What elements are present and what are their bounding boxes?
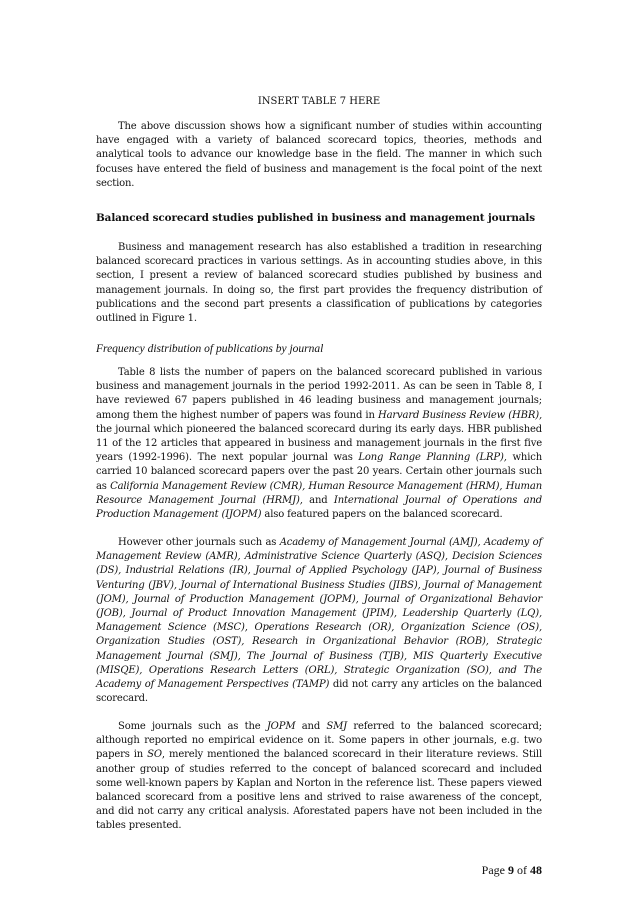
paragraph-4-text-2: did not carry any articles on the balanced scorecard. bbox=[96, 679, 542, 705]
paragraph-3-italic-2: Long Range Planning (LRP), bbox=[358, 452, 507, 464]
footer-page-word: Page bbox=[481, 863, 505, 877]
paragraph-3 bbox=[96, 366, 542, 522]
paragraph-2: Business and management research has also established a tradition in researching balanced scorecard practices in various settings. As in accounting studies above, in this section, I present a review of balanced scorecard studies published by business and management journals. In doing so, the first part provides the frequency distribution of publications and the second part presents a classification of publications by categories outlined in Figure 1. bbox=[96, 242, 542, 325]
paragraph-3-italic-1: Harvard Business Review (HBR), bbox=[378, 409, 542, 421]
insert-table-note: INSERT TABLE 7 HERE bbox=[257, 96, 381, 107]
paragraph-4-italic-1: Academy of Management Journal (AMJ), Academy of Management Review (AMR), Administrative Science Quarterly (ASQ), Decision Sciences (DS), Industrial Relations (IR), Journal of Applied Psychology (JAP), Journal of Business Venturing (JBV), Journal of International Business Studies (JIBS), Journal of Management (JOM), Journal of Production Management (JOPM), Journal of Organizational Behavior (JOB), Journal of Product Innovation Management (JPIM), Leadership Quarterly (LQ), Management Science (MSC), Operations Research (OR), Organization Science (OS), Organization Studies (OST), Research in Organizational Behavior (ROB), Strategic Management Journal (SMJ), The Journal of Business (TJB), MIS Quarterly Executive (MISQE), Operations Research Letters (ORL), Strategic Organization (SO), and The Academy of Management Perspectives (TAMP) bbox=[96, 537, 542, 691]
footer-page-number: 9 bbox=[508, 863, 514, 877]
paragraph-3-text-5: also featured papers on the balanced scorecard. bbox=[261, 509, 503, 521]
paragraph-4-text-1: However other journals such as bbox=[118, 537, 280, 548]
footer-of-word: of bbox=[517, 863, 527, 877]
paragraph-5-text-3: referred to the balanced scorecard; although reported no empirical evidence on it. Some papers in other journals, e.g. two papers in bbox=[96, 721, 542, 761]
paragraph-5-italic-3: SO bbox=[147, 749, 162, 761]
paragraph-3-text-2: the journal which pioneered the balanced scorecard during its early days. HBR published 11 of the 12 articles that appeared in business and management journals in the first five years (1992-1996). The next popular journal was bbox=[96, 423, 542, 464]
paragraph-5-text-2: and bbox=[295, 721, 327, 732]
section-heading: Balanced scorecard studies published in business and management journals bbox=[96, 212, 536, 224]
page-footer bbox=[482, 863, 542, 877]
paragraph-3-italic-3: California Management Review (CMR), Human Resource Management (HRM), Human Resource Management Journal (HRMJ), bbox=[96, 480, 542, 506]
paragraph-3-text-3: which carried 10 balanced scorecard papers over the past 20 years. Certain other journals such as bbox=[96, 452, 542, 492]
paragraph-5-italic-2: SMJ bbox=[326, 721, 348, 732]
paragraph-3-text-1: Table 8 lists the number of papers on the balanced scorecard published in various business and management journals in the period 1992-2011. As can be seen in Table 8, I have reviewed 67 papers published in 46 leading business and management journals; among them the highest number of papers was found in bbox=[96, 367, 542, 421]
paragraph-3-italic-4: International Journal of Operations and Production Management (IJOPM) bbox=[96, 494, 542, 521]
footer-total-pages: 48 bbox=[530, 863, 542, 877]
paragraph-5-text-4: , merely mentioned the balanced scorecard in their literature reviews. Still another group of studies referred to the concept of balanced scorecard and included some well-known papers by Kaplan and Norton in the reference list. These papers viewed balanced scorecard from a positive lens and strived to raise awareness of the concept, and did not carry any critical analysis. Aforestated papers have not been included in the tables presented. bbox=[96, 749, 542, 832]
paragraph-5-text-1: Some journals such as the bbox=[118, 721, 267, 732]
paragraph-3-text-4: and bbox=[302, 494, 334, 506]
subsection-heading: Frequency distribution of publications by journal bbox=[96, 343, 324, 355]
paragraph-4 bbox=[96, 536, 542, 706]
paragraph-1: The above discussion shows how a significant number of studies within accounting have engaged with a variety of balanced scorecard topics, theories, methods and analytical tools to advance our knowledge base in the field. The manner in which such focuses have entered the field of business and management is the focal point of the next section. bbox=[96, 121, 542, 189]
paragraph-5 bbox=[96, 720, 542, 834]
paragraph-5-italic-1: JOPM bbox=[266, 721, 296, 732]
